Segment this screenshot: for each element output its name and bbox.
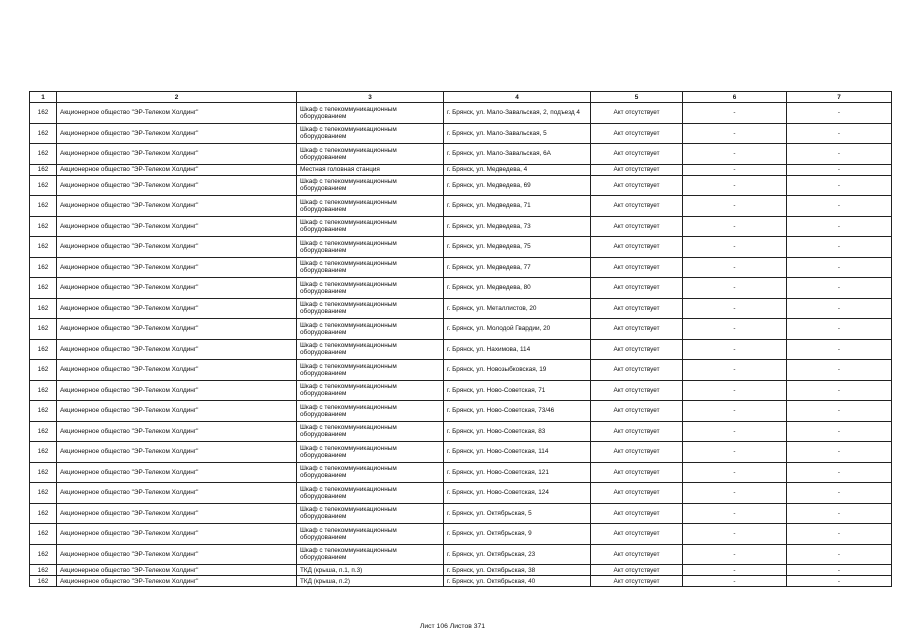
row-number: 162 (30, 278, 57, 299)
column-6-cell: - (683, 103, 787, 124)
column-6-cell: - (683, 462, 787, 483)
organization-cell: Акционерное общество "ЭР-Телеком Холдинг" (57, 123, 297, 144)
table-row (30, 421, 892, 442)
column-6-cell: - (683, 237, 787, 258)
act-cell: Акт отсутствует (591, 278, 683, 299)
table-row (30, 278, 892, 299)
object-type-cell: Шкаф с телекоммуникационным оборудованием (297, 257, 444, 278)
address-cell: г. Брянск, ул. Ново-Советская, 114 (444, 442, 591, 463)
object-type-cell: Шкаф с телекоммуникационным оборудованием (297, 339, 444, 360)
act-cell: Акт отсутствует (591, 216, 683, 237)
column-6-cell: - (683, 144, 787, 165)
column-7-cell: - (787, 319, 892, 340)
table-row (30, 237, 892, 258)
organization-cell: Акционерное общество "ЭР-Телеком Холдинг" (57, 278, 297, 299)
address-cell: г. Брянск, ул. Медведева, 71 (444, 196, 591, 217)
address-cell: г. Брянск, ул. Мало-Завальская, 5 (444, 123, 591, 144)
object-type-cell: Шкаф с телекоммуникационным оборудованием (297, 483, 444, 504)
column-7-cell: - (787, 216, 892, 237)
table-row (30, 462, 892, 483)
address-cell: г. Брянск, ул. Ново-Советская, 121 (444, 462, 591, 483)
table-row (30, 196, 892, 217)
column-6-cell: - (683, 524, 787, 545)
organization-cell: Акционерное общество "ЭР-Телеком Холдинг" (57, 216, 297, 237)
column-7-cell: - (787, 421, 892, 442)
table-row (30, 576, 892, 587)
table-row (30, 360, 892, 381)
row-number: 162 (30, 298, 57, 319)
column-7-cell: - (787, 442, 892, 463)
column-7-cell: - (787, 576, 892, 587)
column-6-cell: - (683, 278, 787, 299)
table-row (30, 380, 892, 401)
object-type-cell: ТКД (крыша, п.1, п.3) (297, 565, 444, 576)
act-cell: Акт отсутствует (591, 576, 683, 587)
column-7-cell: - (787, 339, 892, 360)
address-cell: г. Брянск, ул. Медведева, 4 (444, 164, 591, 175)
object-type-cell: Шкаф с телекоммуникационным оборудованием (297, 421, 444, 442)
object-type-cell: Местная головная станция (297, 164, 444, 175)
column-6-cell: - (683, 339, 787, 360)
address-cell: г. Брянск, ул. Мало-Завальская, 6А (444, 144, 591, 165)
object-type-cell: Шкаф с телекоммуникационным оборудованием (297, 462, 444, 483)
column-6-cell: - (683, 421, 787, 442)
object-type-cell: Шкаф с телекоммуникационным оборудованием (297, 442, 444, 463)
act-cell: Акт отсутствует (591, 319, 683, 340)
header-row (30, 92, 892, 103)
column-6-cell: - (683, 503, 787, 524)
act-cell: Акт отсутствует (591, 565, 683, 576)
row-number: 162 (30, 339, 57, 360)
row-number: 162 (30, 175, 57, 196)
table-row (30, 319, 892, 340)
table-row (30, 524, 892, 545)
organization-cell: Акционерное общество "ЭР-Телеком Холдинг" (57, 503, 297, 524)
table-row (30, 175, 892, 196)
column-6-cell: - (683, 401, 787, 422)
row-number: 162 (30, 565, 57, 576)
act-cell: Акт отсутствует (591, 103, 683, 124)
column-header: 4 (444, 92, 591, 103)
column-7-cell: - (787, 401, 892, 422)
row-number: 162 (30, 462, 57, 483)
object-type-cell: Шкаф с телекоммуникационным оборудованием (297, 237, 444, 258)
address-cell: г. Брянск, ул. Октябрьская, 23 (444, 544, 591, 565)
organization-cell: Акционерное общество "ЭР-Телеком Холдинг" (57, 298, 297, 319)
object-type-cell: Шкаф с телекоммуникационным оборудованием (297, 278, 444, 299)
table-body (30, 103, 892, 587)
column-7-cell: - (787, 257, 892, 278)
row-number: 162 (30, 442, 57, 463)
organization-cell: Акционерное общество "ЭР-Телеком Холдинг" (57, 175, 297, 196)
address-cell: г. Брянск, ул. Октябрьская, 9 (444, 524, 591, 545)
column-7-cell: - (787, 503, 892, 524)
table-row (30, 544, 892, 565)
table-row (30, 103, 892, 124)
column-7-cell: - (787, 103, 892, 124)
organization-cell: Акционерное общество "ЭР-Телеком Холдинг" (57, 237, 297, 258)
address-cell: г. Брянск, ул. Октябрьская, 40 (444, 576, 591, 587)
column-6-cell: - (683, 442, 787, 463)
column-7-cell: - (787, 175, 892, 196)
address-cell: г. Брянск, ул. Металлистов, 20 (444, 298, 591, 319)
act-cell: Акт отсутствует (591, 123, 683, 144)
object-type-cell: Шкаф с телекоммуникационным оборудованием (297, 503, 444, 524)
column-6-cell: - (683, 123, 787, 144)
column-6-cell: - (683, 196, 787, 217)
row-number: 162 (30, 144, 57, 165)
address-cell: г. Брянск, ул. Октябрьская, 5 (444, 503, 591, 524)
column-6-cell: - (683, 576, 787, 587)
object-type-cell: Шкаф с телекоммуникационным оборудованием (297, 360, 444, 381)
column-7-cell: - (787, 164, 892, 175)
address-cell: г. Брянск, ул. Медведева, 80 (444, 278, 591, 299)
address-cell: г. Брянск, ул. Медведева, 73 (444, 216, 591, 237)
column-7-cell: - (787, 360, 892, 381)
organization-cell: Акционерное общество "ЭР-Телеком Холдинг" (57, 257, 297, 278)
act-cell: Акт отсутствует (591, 421, 683, 442)
table-row (30, 401, 892, 422)
organization-cell: Акционерное общество "ЭР-Телеком Холдинг" (57, 565, 297, 576)
organization-cell: Акционерное общество "ЭР-Телеком Холдинг" (57, 360, 297, 381)
object-type-cell: Шкаф с телекоммуникационным оборудованием (297, 401, 444, 422)
row-number: 162 (30, 123, 57, 144)
organization-cell: Акционерное общество "ЭР-Телеком Холдинг" (57, 576, 297, 587)
column-7-cell: - (787, 298, 892, 319)
column-6-cell: - (683, 380, 787, 401)
object-type-cell: Шкаф с телекоммуникационным оборудованием (297, 103, 444, 124)
object-type-cell: Шкаф с телекоммуникационным оборудованием (297, 319, 444, 340)
organization-cell: Акционерное общество "ЭР-Телеком Холдинг" (57, 462, 297, 483)
act-cell: Акт отсутствует (591, 164, 683, 175)
address-cell: г. Брянск, ул. Нахимова, 114 (444, 339, 591, 360)
object-type-cell: ТКД (крыша, п.2) (297, 576, 444, 587)
address-cell: г. Брянск, ул. Молодой Гвардии, 20 (444, 319, 591, 340)
row-number: 162 (30, 360, 57, 381)
act-cell: Акт отсутствует (591, 237, 683, 258)
act-cell: Акт отсутствует (591, 339, 683, 360)
table-row (30, 257, 892, 278)
column-7-cell: - (787, 524, 892, 545)
column-7-cell: - (787, 196, 892, 217)
column-7-cell: - (787, 278, 892, 299)
organization-cell: Акционерное общество "ЭР-Телеком Холдинг" (57, 401, 297, 422)
row-number: 162 (30, 103, 57, 124)
address-cell: г. Брянск, ул. Медведева, 69 (444, 175, 591, 196)
row-number: 162 (30, 319, 57, 340)
registry-table (29, 91, 892, 587)
act-cell: Акт отсутствует (591, 462, 683, 483)
column-6-cell: - (683, 216, 787, 237)
act-cell: Акт отсутствует (591, 524, 683, 545)
act-cell: Акт отсутствует (591, 442, 683, 463)
address-cell: г. Брянск, ул. Мало-Завальская, 2, подъезд 4 (444, 103, 591, 124)
organization-cell: Акционерное общество "ЭР-Телеком Холдинг" (57, 544, 297, 565)
organization-cell: Акционерное общество "ЭР-Телеком Холдинг" (57, 380, 297, 401)
address-cell: г. Брянск, ул. Новозыбковская, 19 (444, 360, 591, 381)
act-cell: Акт отсутствует (591, 175, 683, 196)
column-6-cell: - (683, 565, 787, 576)
column-6-cell: - (683, 298, 787, 319)
column-header: 5 (591, 92, 683, 103)
column-header: 2 (57, 92, 297, 103)
act-cell: Акт отсутствует (591, 483, 683, 504)
organization-cell: Акционерное общество "ЭР-Телеком Холдинг" (57, 524, 297, 545)
address-cell: г. Брянск, ул. Ново-Советская, 124 (444, 483, 591, 504)
act-cell: Акт отсутствует (591, 544, 683, 565)
column-6-cell: - (683, 175, 787, 196)
column-7-cell: - (787, 462, 892, 483)
column-6-cell: - (683, 319, 787, 340)
row-number: 162 (30, 196, 57, 217)
act-cell: Акт отсутствует (591, 196, 683, 217)
table-row (30, 164, 892, 175)
organization-cell: Акционерное общество "ЭР-Телеком Холдинг" (57, 196, 297, 217)
table-row (30, 123, 892, 144)
column-6-cell: - (683, 544, 787, 565)
address-cell: г. Брянск, ул. Медведева, 77 (444, 257, 591, 278)
address-cell: г. Брянск, ул. Ново-Советская, 73/46 (444, 401, 591, 422)
organization-cell: Акционерное общество "ЭР-Телеком Холдинг" (57, 319, 297, 340)
row-number: 162 (30, 401, 57, 422)
act-cell: Акт отсутствует (591, 380, 683, 401)
row-number: 162 (30, 503, 57, 524)
table-row (30, 565, 892, 576)
address-cell: г. Брянск, ул. Медведева, 75 (444, 237, 591, 258)
column-7-cell: - (787, 565, 892, 576)
organization-cell: Акционерное общество "ЭР-Телеком Холдинг" (57, 483, 297, 504)
address-cell: г. Брянск, ул. Ново-Советская, 71 (444, 380, 591, 401)
column-header: 7 (787, 92, 892, 103)
act-cell: Акт отсутствует (591, 503, 683, 524)
column-7-cell: - (787, 144, 892, 165)
column-7-cell: - (787, 544, 892, 565)
table-row (30, 298, 892, 319)
row-number: 162 (30, 524, 57, 545)
organization-cell: Акционерное общество "ЭР-Телеком Холдинг" (57, 103, 297, 124)
row-number: 162 (30, 164, 57, 175)
act-cell: Акт отсутствует (591, 298, 683, 319)
organization-cell: Акционерное общество "ЭР-Телеком Холдинг" (57, 339, 297, 360)
object-type-cell: Шкаф с телекоммуникационным оборудованием (297, 175, 444, 196)
column-header: 1 (30, 92, 57, 103)
object-type-cell: Шкаф с телекоммуникационным оборудованием (297, 216, 444, 237)
act-cell: Акт отсутствует (591, 257, 683, 278)
object-type-cell: Шкаф с телекоммуникационным оборудованием (297, 144, 444, 165)
organization-cell: Акционерное общество "ЭР-Телеком Холдинг" (57, 144, 297, 165)
table-row (30, 442, 892, 463)
table-row (30, 339, 892, 360)
column-6-cell: - (683, 360, 787, 381)
column-7-cell: - (787, 380, 892, 401)
row-number: 162 (30, 544, 57, 565)
organization-cell: Акционерное общество "ЭР-Телеком Холдинг" (57, 164, 297, 175)
column-header: 3 (297, 92, 444, 103)
row-number: 162 (30, 237, 57, 258)
column-6-cell: - (683, 483, 787, 504)
row-number: 162 (30, 380, 57, 401)
row-number: 162 (30, 216, 57, 237)
organization-cell: Акционерное общество "ЭР-Телеком Холдинг" (57, 421, 297, 442)
object-type-cell: Шкаф с телекоммуникационным оборудованием (297, 380, 444, 401)
column-7-cell: - (787, 123, 892, 144)
table-row (30, 144, 892, 165)
page-footer: Лист 106 Листов 371 (419, 623, 486, 630)
row-number: 162 (30, 257, 57, 278)
column-7-cell: - (787, 483, 892, 504)
organization-cell: Акционерное общество "ЭР-Телеком Холдинг" (57, 442, 297, 463)
object-type-cell: Шкаф с телекоммуникационным оборудованием (297, 196, 444, 217)
column-6-cell: - (683, 257, 787, 278)
act-cell: Акт отсутствует (591, 360, 683, 381)
column-header: 6 (683, 92, 787, 103)
object-type-cell: Шкаф с телекоммуникационным оборудованием (297, 298, 444, 319)
column-6-cell: - (683, 164, 787, 175)
act-cell: Акт отсутствует (591, 144, 683, 165)
column-7-cell: - (787, 237, 892, 258)
table-row (30, 216, 892, 237)
address-cell: г. Брянск, ул. Октябрьская, 38 (444, 565, 591, 576)
object-type-cell: Шкаф с телекоммуникационным оборудованием (297, 123, 444, 144)
table-row (30, 503, 892, 524)
row-number: 162 (30, 483, 57, 504)
object-type-cell: Шкаф с телекоммуникационным оборудованием (297, 524, 444, 545)
object-type-cell: Шкаф с телекоммуникационным оборудованием (297, 544, 444, 565)
row-number: 162 (30, 421, 57, 442)
row-number: 162 (30, 576, 57, 587)
act-cell: Акт отсутствует (591, 401, 683, 422)
table-row (30, 483, 892, 504)
address-cell: г. Брянск, ул. Ново-Советская, 83 (444, 421, 591, 442)
